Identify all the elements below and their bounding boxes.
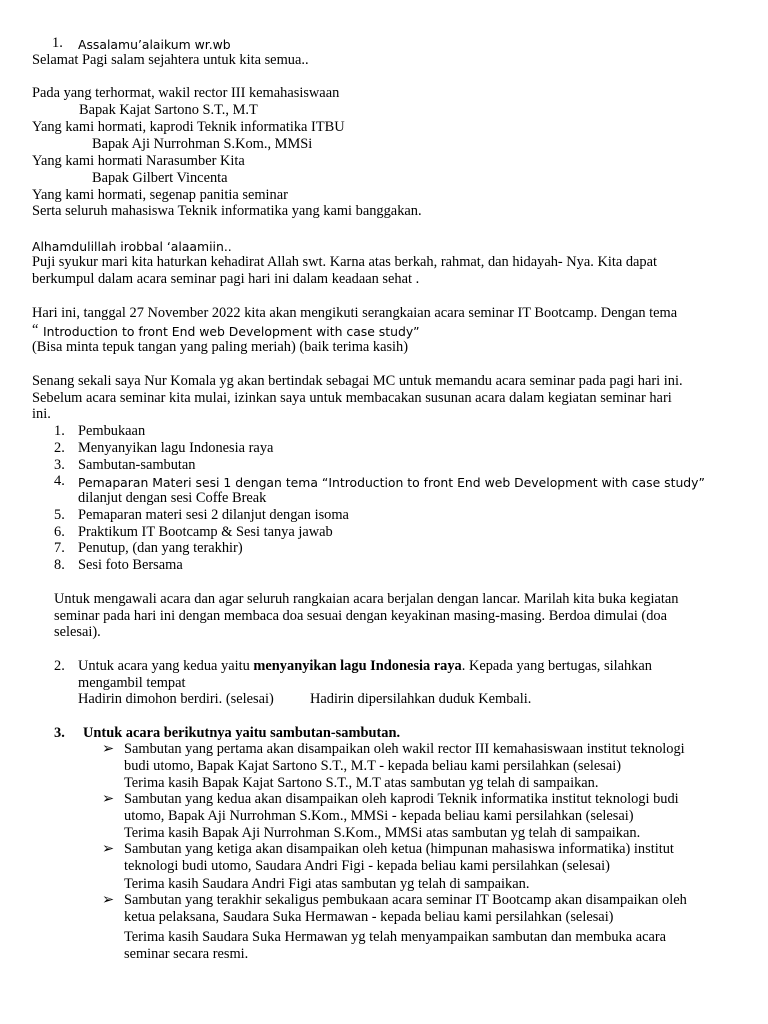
section-number: 2. bbox=[54, 658, 65, 674]
agenda-number: 1. bbox=[54, 423, 65, 439]
agenda-item: Praktikum IT Bootcamp & Sesi tanya jawab bbox=[78, 524, 333, 540]
paragraph-line: ini. bbox=[32, 406, 51, 422]
arrow-bullet-icon: ➢ bbox=[102, 791, 115, 807]
section2-bold: menyanyikan lagu Indonesia raya bbox=[253, 658, 462, 674]
agenda-item: Pemaparan materi sesi 2 dilanjut dengan isoma bbox=[78, 507, 349, 523]
speech-line: Sambutan yang terakhir sekaligus pembukaan acara seminar IT Bootcamp akan disampaikan oleh bbox=[124, 892, 687, 908]
agenda-number: 7. bbox=[54, 540, 65, 556]
honorific-line: Yang kami hormati Narasumber Kita bbox=[32, 153, 245, 169]
section3-title: Untuk acara berikutnya yaitu sambutan-sambutan. bbox=[83, 725, 401, 741]
agenda-item: Pemaparan Materi sesi 1 dengan tema “Introduction to front End web Development with case study” bbox=[78, 475, 705, 490]
speech-thanks: Terima kasih Bapak Aji Nurrohman S.Kom., MMSi atas sambutan yg telah di sampaikan. bbox=[124, 825, 641, 841]
speech-line: teknologi budi utomo, Saudara Andri Figi - kepada beliau kami persilahkan (selesai) bbox=[124, 858, 610, 874]
instruction-stand: Hadirin dimohon berdiri. (selesai) bbox=[78, 691, 274, 707]
agenda-item: Pembukaan bbox=[78, 423, 146, 439]
seminar-theme: Introduction to front End web Development with case study” bbox=[43, 324, 420, 339]
agenda-item: Penutup, (dan yang terakhir) bbox=[78, 540, 243, 556]
paragraph-line: (Bisa minta tepuk tangan yang paling meriah) (baik terima kasih) bbox=[32, 339, 409, 355]
speech-line: utomo, Bapak Aji Nurrohman S.Kom., MMSi - kepada beliau kami persilahkan (selesai) bbox=[124, 808, 634, 824]
paragraph-line: berkumpul dalam acara seminar pagi hari ini dalam keadaan sehat . bbox=[32, 271, 420, 287]
agenda-number: 2. bbox=[54, 440, 65, 456]
alhamdulillah-text: Alhamdulillah irobbal ‘alaamiin.. bbox=[32, 239, 232, 254]
paragraph-line: Untuk mengawali acara dan agar seluruh rangkaian acara berjalan dengan lancar. Marilah kita buka kegiatan bbox=[54, 591, 679, 607]
speech-line: Sambutan yang pertama akan disampaikan oleh wakil rector III kemahasiswaan institut teknologi bbox=[124, 741, 685, 757]
agenda-item: Sesi foto Bersama bbox=[78, 557, 183, 573]
paragraph-line: Hari ini, tanggal 27 November 2022 kita akan mengikuti serangkaian acara seminar IT Bootcamp. Dengan tema bbox=[32, 305, 678, 321]
paragraph-line: selesai). bbox=[54, 624, 101, 640]
agenda-item: Sambutan-sambutan bbox=[78, 457, 196, 473]
section2-line bbox=[78, 658, 652, 675]
honorific-name: Bapak Kajat Sartono S.T., M.T bbox=[79, 102, 258, 118]
speech-line: budi utomo, Bapak Kajat Sartono S.T., M.T - kepada beliau kami persilahkan (selesai) bbox=[124, 758, 622, 774]
arrow-bullet-icon: ➢ bbox=[102, 741, 115, 757]
agenda-number: 8. bbox=[54, 557, 65, 573]
agenda-item-cont: dilanjut dengan sesi Coffe Break bbox=[78, 490, 267, 506]
agenda-item: Menyanyikan lagu Indonesia raya bbox=[78, 440, 274, 456]
section-number: 3. bbox=[54, 725, 65, 741]
agenda-number: 3. bbox=[54, 457, 65, 473]
speech-line: seminar secara resmi. bbox=[124, 946, 249, 962]
section2-post: . Kepada yang bertugas, silahkan bbox=[461, 658, 652, 674]
speech-thanks: Terima kasih Saudara Andri Figi atas sambutan yg telah di sampaikan. bbox=[124, 876, 530, 892]
greeting-line: Selamat Pagi salam sejahtera untuk kita semua.. bbox=[32, 52, 309, 68]
instruction-sit: Hadirin dipersilahkan duduk Kembali. bbox=[310, 691, 532, 707]
speech-line: ketua pelaksana, Saudara Suka Hermawan - kepada beliau kami persilahkan (selesai) bbox=[124, 909, 614, 925]
agenda-number: 4. bbox=[54, 473, 65, 489]
arrow-bullet-icon: ➢ bbox=[102, 892, 115, 908]
speech-line: Sambutan yang ketiga akan disampaikan oleh ketua (himpunan mahasiswa informatika) institut bbox=[124, 841, 674, 857]
speech-thanks: Terima kasih Bapak Kajat Sartono S.T., M.T atas sambutan yg telah di sampaikan. bbox=[124, 775, 599, 791]
honorific-line: Yang kami hormati, kaprodi Teknik informatika ITBU bbox=[32, 119, 345, 135]
section2-pre: Untuk acara yang kedua yaitu bbox=[78, 658, 254, 674]
paragraph-line: mengambil tempat bbox=[78, 675, 186, 691]
honorific-line: Serta seluruh mahasiswa Teknik informatika yang kami banggakan. bbox=[32, 203, 422, 219]
speech-line: Sambutan yang kedua akan disampaikan oleh kaprodi Teknik informatika institut teknologi budi bbox=[124, 791, 679, 807]
agenda-number: 6. bbox=[54, 524, 65, 540]
honorific-line: Yang kami hormati, segenap panitia seminar bbox=[32, 187, 288, 203]
paragraph-line: Senang sekali saya Nur Komala yg akan bertindak sebagai MC untuk memandu acara seminar pada pagi hari ini. bbox=[32, 373, 683, 389]
arrow-bullet-icon: ➢ bbox=[102, 841, 115, 857]
paragraph-line: seminar pada hari ini dengan membaca doa sesuai dengan keyakinan masing-masing. Berdoa dimulai (doa bbox=[54, 608, 668, 624]
speech-thanks: Terima kasih Saudara Suka Hermawan yg telah menyampaikan sambutan dan membuka acara bbox=[124, 929, 667, 945]
salam-text: Assalamu’alaikum wr.wb bbox=[78, 37, 231, 52]
honorific-name: Bapak Aji Nurrohman S.Kom., MMSi bbox=[92, 136, 313, 152]
honorific-line: Pada yang terhormat, wakil rector III kemahasiswaan bbox=[32, 85, 340, 101]
paragraph-line: Sebelum acara seminar kita mulai, izinkan saya untuk membacakan susunan acara dalam kegiatan seminar hari bbox=[32, 390, 672, 406]
list-number: 1. bbox=[52, 35, 63, 51]
honorific-name: Bapak Gilbert Vincenta bbox=[92, 170, 228, 186]
paragraph-line: Puji syukur mari kita haturkan kehadirat Allah swt. Karna atas berkah, rahmat, dan hidayah- Nya. Kita dapat bbox=[32, 254, 657, 270]
quote-mark: “ bbox=[32, 322, 39, 338]
agenda-number: 5. bbox=[54, 507, 65, 523]
